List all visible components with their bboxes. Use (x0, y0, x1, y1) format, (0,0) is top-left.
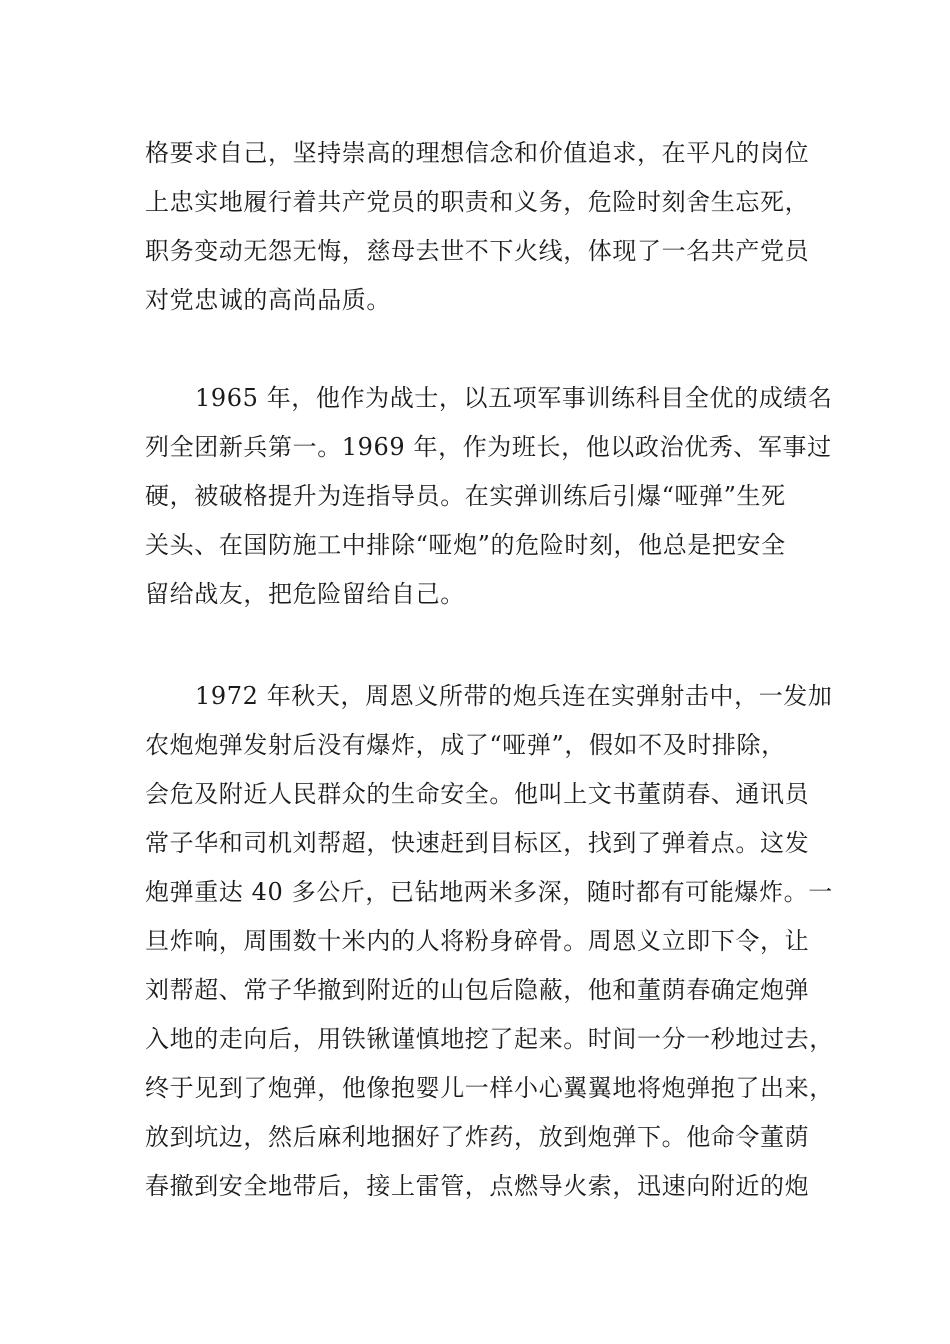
text-line: 上忠实地履行着共产党员的职责和义务，危险时刻舍生忘死， (145, 188, 810, 216)
text-line: 关头、在国防施工中排除“哑炮”的危险时刻，他总是把安全 (145, 531, 786, 559)
text-line: 放到坑边，然后麻利地捆好了炸药，放到炮弹下。他命令董荫 (145, 1123, 810, 1151)
text-line-first: 1965 年，他作为战士，以五项军事训练科目全优的成绩名 (195, 384, 833, 412)
paragraph-2 (145, 374, 833, 619)
text-line-first: 1972 年秋天，周恩义所带的炮兵连在实弹射击中，一发加 (195, 682, 833, 710)
text-line: 对党忠诚的高尚品质。 (145, 286, 391, 314)
text-line: 入地的走向后，用铁锹谨慎地挖了起来。时间一分一秒地过去， (145, 1025, 834, 1053)
text-line: 格要求自己，坚持崇高的理想信念和价值追求，在平凡的岗位 (145, 139, 810, 167)
text-line: 列全团新兵第一。1969 年，作为班长，他以政治优秀、军事过 (145, 433, 832, 461)
text-line: 留给战友，把危险留给自己。 (145, 580, 465, 608)
text-line: 常子华和司机刘帮超，快速赶到目标区，找到了弹着点。这发 (145, 829, 810, 857)
text-line: 炮弹重达 40 多公斤，已钻地两米多深，随时都有可能爆炸。一 (145, 878, 833, 906)
text-line: 农炮炮弹发射后没有爆炸，成了“哑弹”，假如不及时排除， (145, 731, 786, 759)
text-line: 旦炸响，周围数十米内的人将粉身碎骨。周恩义立即下令，让 (145, 927, 810, 955)
paragraph-3 (145, 672, 834, 1211)
text-line: 春撤到安全地带后，接上雷管，点燃导火索，迅速向附近的炮 (145, 1172, 810, 1200)
text-line: 会危及附近人民群众的生命安全。他叫上文书董荫春、通讯员 (145, 780, 810, 808)
text-line: 刘帮超、常子华撤到附近的山包后隐蔽，他和董荫春确定炮弹 (145, 976, 810, 1004)
text-line: 终于见到了炮弹，他像抱婴儿一样小心翼翼地将炮弹抱了出来， (145, 1074, 834, 1102)
paragraph-1 (145, 129, 825, 325)
text-line: 硬，被破格提升为连指导员。在实弹训练后引爆“哑弹”生死 (145, 482, 786, 510)
text-line: 职务变动无怨无悔，慈母去世不下火线，体现了一名共产党员 (145, 237, 810, 265)
